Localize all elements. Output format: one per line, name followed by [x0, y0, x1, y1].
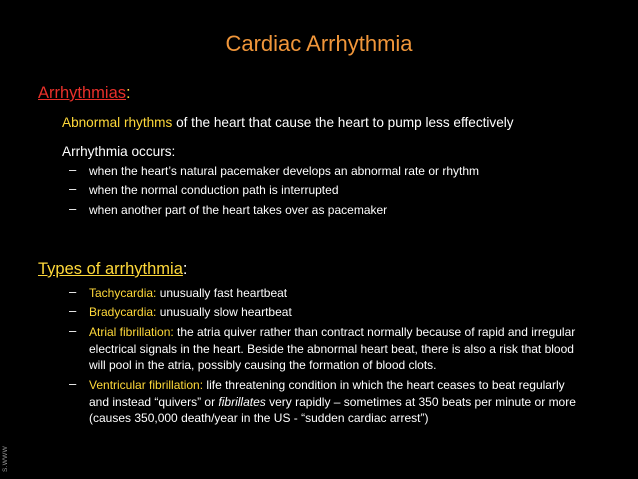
- bullet-dash: –: [69, 323, 77, 338]
- type-tachycardia: Tachycardia: unusually fast heartbeat: [89, 286, 288, 300]
- occurs-bullet-3: when another part of the heart takes over as pacemaker: [89, 203, 388, 217]
- bullet-dash: –: [69, 303, 77, 318]
- bullet-dash: –: [69, 376, 77, 391]
- bullet-dash: –: [69, 201, 77, 216]
- type-bradycardia: Bradycardia: unusually slow heartbeat: [89, 305, 292, 319]
- types-heading: Types of arrhythmia:: [38, 260, 188, 278]
- slide-title: Cardiac Arrhythmia: [225, 31, 413, 56]
- arrhythmias-definition: Abnormal rhythms of the heart that cause the heart to pump less effectively: [62, 115, 514, 130]
- type-atrial-fibrillation: Atrial fibrillation: the atria quiver rather than contract normally because of rapid and irregular electrical signals in the heart. Beside the abnormal heart beat, there is also a risk that blood will pool in the atria, possibly causing the formation of blood clots.: [89, 325, 576, 372]
- occurs-bullet-1: when the heart’s natural pacemaker develops an abnormal rate or rhythm: [89, 164, 479, 178]
- occurs-label: Arrhythmia occurs:: [62, 144, 176, 159]
- side-watermark: S.WWW: [2, 445, 9, 472]
- occurs-bullet-2: when the normal conduction path is interrupted: [89, 183, 339, 197]
- bullet-dash: –: [69, 181, 77, 196]
- bullet-dash: –: [69, 162, 77, 177]
- type-ventricular-fibrillation: Ventricular fibrillation: life threatening condition in which the heart ceases to beat regularly and instead “quivers” or fibrillates very rapidly – sometimes at 350 beats per minute or more (causes 350,000 death/year in the US - “sudden cardiac arrest”): [89, 378, 576, 425]
- arrhythmias-heading: Arrhythmias:: [38, 84, 131, 102]
- bullet-dash: –: [69, 284, 77, 299]
